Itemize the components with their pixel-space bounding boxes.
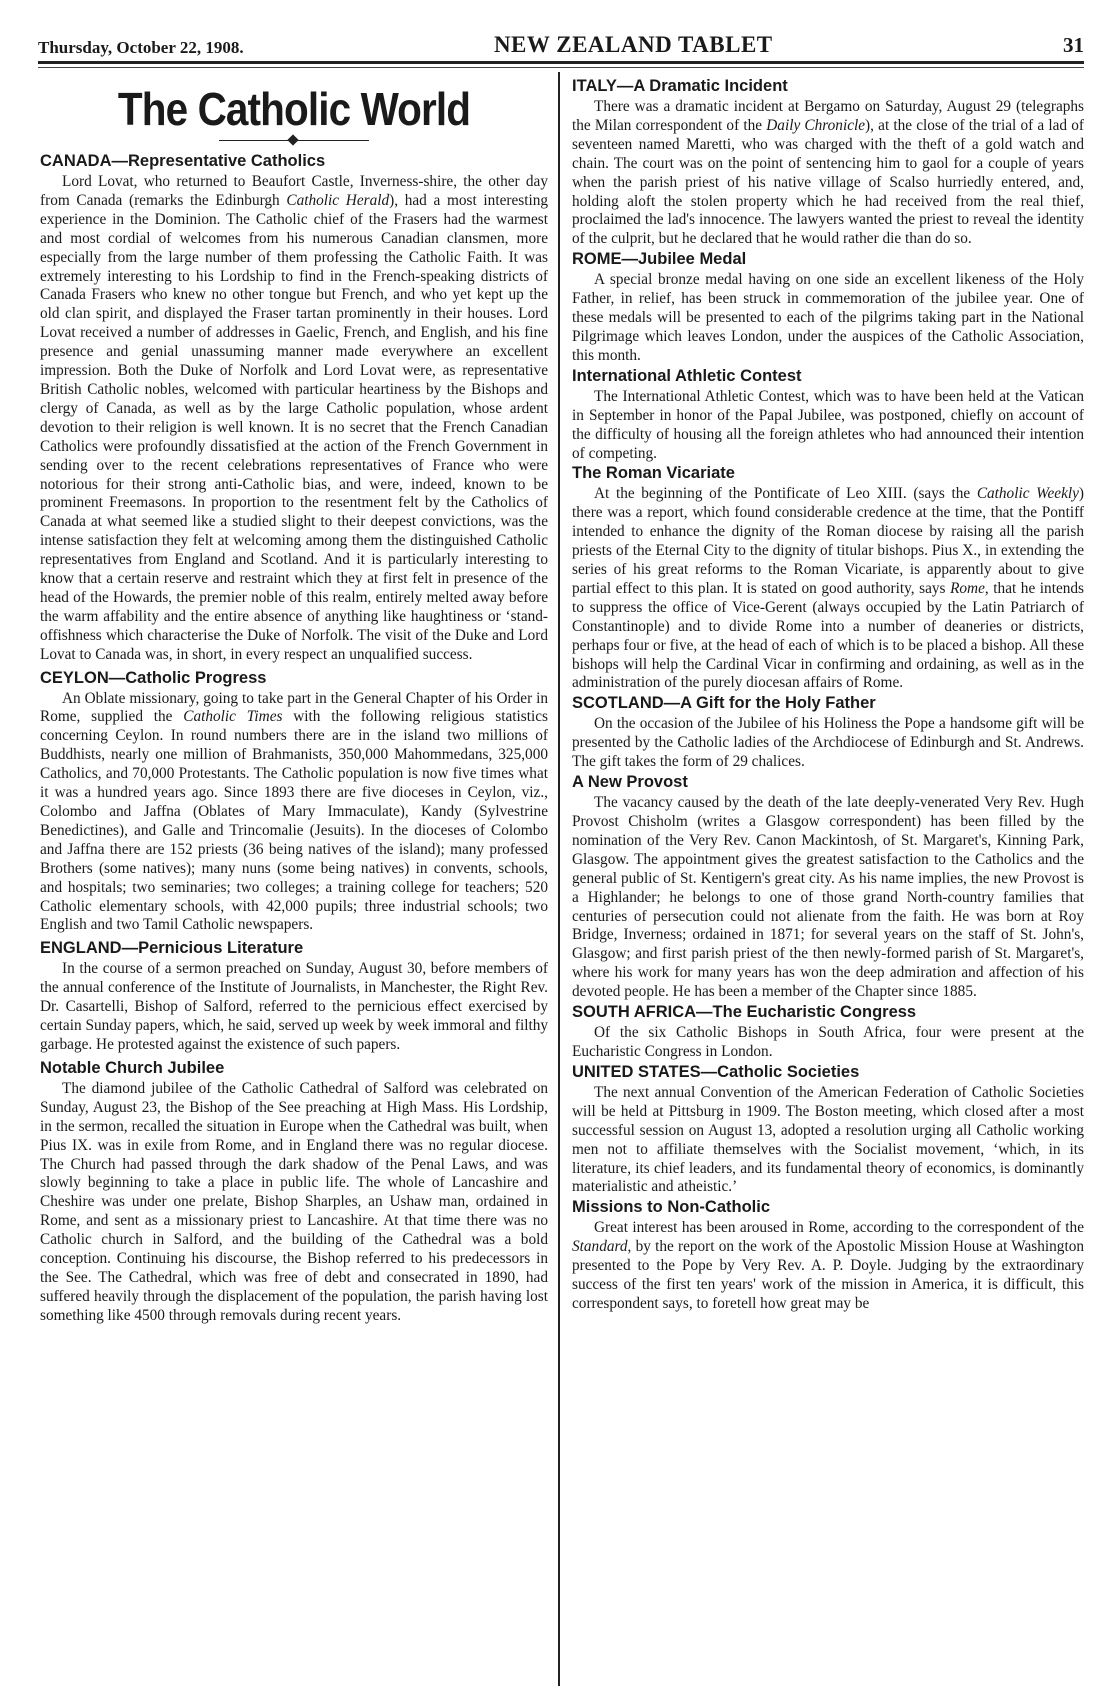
article-heading: UNITED STATES—Catholic Societies — [572, 1062, 860, 1081]
text-run: In the course of a sermon preached on Sunday, August 30, before members of the annual conference of the Institute of Journalists, in Manchester, the Right Rev. Dr. Casartelli, Bishop of Salford, referred to the pernicious effect exercised by certain Sunday papers, which, he said, served up week by week immoral and filthy garbage. He protested against the existence of such papers. — [40, 960, 548, 1053]
text-run: An Oblate missionary, going to take part in the General Chapter of his Order in Rome, supplied the — [40, 689, 548, 726]
article-paragraph — [572, 1024, 1084, 1062]
text-run: The vacancy caused by the death of the late deeply-venerated Very Rev. Hugh Provost Chisholm (writes a Glasgow correspondent) has been filled by the nomination of the Very Rev. Canon Mackintosh, of St. Margaret's, Kinning Park, Glasgow. The appointment gives the greatest satisfaction to the Catholics and the general public of St. Kentigern's great city. As his name implies, the new Provost is a Highlander; he belongs to one of those grand North-country families that centuries of persecution could not alienate from the faith. He was born at Roy Bridge, Inverness; ordained in 1871; for several years on the staff of St. John's, Glasgow; and first parish priest of the then newly-formed parish of St. Margaret's, where his work for many years has won the deep admiration and affection of his devoted people. He has been a member of the Chapter since 1885. — [572, 794, 1084, 1001]
article-heading: CANADA—Representative Catholics — [40, 152, 326, 170]
ornament-rule — [219, 140, 369, 141]
column-divider — [558, 72, 560, 1686]
masthead — [38, 30, 1084, 58]
article-heading: ITALY—A Dramatic Incident — [572, 77, 788, 95]
text-run: , by the report on the work of the Apostolic Mission House at Washington presented to the Pope by Very Rev. A. P. Doyle. Judging by the extraordinary success of the first ten years' work of the mission in America, it is difficult, this correspondent says, to foretell how great may be — [572, 1238, 1084, 1312]
article — [572, 76, 1084, 249]
text-run: There was a dramatic incident at Bergamo on Saturday, August 29 (telegraphs the Milan correspondent of the — [572, 98, 1084, 134]
text-run: , that he intends to suppress the office of Vice-Gerent (always occupied by the Latin Patriarch of Constantinople) and to divide Rome into a number of deaneries or districts, perhaps four or five, at the head of each of which is to be placed a bishop. All these bishops will help the Cardinal Vicar in confirming and ordaining, as well as in the administration of the purely diocesan affairs of Rome. — [572, 579, 1084, 692]
newspaper-title: NEW ZEALAND TABLET — [493, 32, 773, 57]
italic-title: Standard — [572, 1238, 628, 1256]
text-run: The International Athletic Contest, which was to have been held at the Vatican in September in honor of the Papal Jubilee, was postponed, chiefly on account of the difficulty of housing all the foreign athletes who had announced their intention of competing. — [572, 387, 1084, 462]
article — [40, 151, 548, 665]
text-run: Of the six Catholic Bishops in South Africa, four were present at the Eucharistic Congress in London. — [572, 1024, 1084, 1060]
article-paragraph — [572, 388, 1084, 464]
article-paragraph — [40, 173, 548, 665]
text-run: with the following religious statistics concerning Ceylon. In round numbers there are in the island two millions of Buddhists, nearly one million of Brahmanists, 350,000 Mahommedans, 325,000 Catholics, and 70,000 Protestants. The Catholic population is now five times what it was a hundred years ago. Since 1893 there are five dioceses in Ceylon, viz., Colombo and Jaffna (Oblates of Mary Immaculate), Kandy (Sylvestrine Benedictines), and Galle and Trincomalie (Jesuits). In the dioceses of Colombo and Jaffna there are 152 priests (36 being natives of the island); many professed Brothers (some natives); many nuns (some being natives) in convents, schools, and hospitals; two seminaries; two colleges; a training college for teachers; 520 Catholic elementary schools, with 42,000 pupils; three industrial schools; two English and two Tamil Catholic newspapers. — [40, 708, 548, 934]
text-run: At the beginning of the Pontificate of Leo XIII. (says the — [594, 485, 977, 503]
article — [572, 1062, 1084, 1197]
article-heading: International Athletic Contest — [572, 366, 802, 385]
article-paragraph — [572, 485, 1084, 693]
article — [572, 693, 1084, 772]
article-heading: ROME—Jubilee Medal — [572, 250, 747, 269]
article-heading: SOUTH AFRICA—The Eucharistic Congress — [572, 1003, 917, 1022]
article-heading: The Roman Vicariate — [572, 464, 735, 483]
italic-title: Catholic Weekly — [976, 485, 1079, 503]
italic-title: Catholic Herald — [286, 191, 390, 209]
article-paragraph — [40, 690, 548, 936]
italic-title: Daily Chronicle — [766, 116, 866, 134]
italic-title: Catholic Times — [183, 708, 283, 726]
article — [40, 1058, 548, 1326]
article-heading: Missions to Non-Catholic — [572, 1198, 770, 1217]
article — [572, 1197, 1084, 1314]
article — [572, 249, 1084, 366]
masthead-rule-thin — [38, 67, 1084, 68]
text-run: Great interest has been aroused in Rome, according to the correspondent of the — [594, 1219, 1084, 1237]
article-heading: ENGLAND—Pernicious Literature — [40, 939, 304, 958]
masthead-rule — [38, 61, 1084, 64]
right-column — [572, 76, 1084, 1690]
article — [572, 772, 1084, 1002]
text-run: ) there was a report, which found considerable credence at the time, that the Pontiff intended to enhance the dignity of the Roman diocese by raising all the parish priests of the Eternal City to the dignity of titular bishops. Pius X., in extending the series of his great reforms to the Roman Vicariate, is apparently about to give partial effect to this plan. It is stated on good authority, says — [572, 485, 1084, 597]
text-run: The next annual Convention of the American Federation of Catholic Societies will be held at Pittsburg in 1909. The Boston meeting, which closed after a most successful session on August 13, adopted a resolution urging all Catholic working men not to affiliate themselves with the Socialist movement, ‘which, in its literature, its chief leaders, and its fundamental theory of economics, is dominantly materialistic and atheistic.’ — [572, 1083, 1084, 1196]
article — [572, 366, 1084, 464]
article — [572, 1002, 1084, 1062]
article-heading: Notable Church Jubilee — [40, 1058, 225, 1077]
text-run: Lord Lovat, who returned to Beaufort Castle, Inverness-shire, the other day from Canada (remarks the Edinburgh — [40, 173, 548, 209]
left-column — [40, 76, 548, 1690]
article — [40, 668, 548, 936]
article — [40, 938, 548, 1055]
text-run: ), had a most interesting experience in the Dominion. The Catholic chief of the Frasers had the warmest and most cordial of welcomes from his numerous Canadian clansmen, more especially from the large number of them professing the Catholic Faith. It was extremely interesting to his Lordship to find in the French-speaking districts of Canada Frasers who knew no other tongue but French, and who yet kept up the old clan spirit, and displayed the Fraser tartan prominently in their houses. Lord Lovat received a number of addresses in Gaelic, French, and English, and his fine presence and genial unassuming manner made everywhere an excellent impression. Both the Duke of Norfolk and Lord Lovat were, as representative British Catholic nobles, welcomed with particular heartiness by the Bishops and clergy of Canada, as well as by the large Catholic population, whose ardent devotion to their religion is well known. It is no secret that the French Canadian Catholics were profoundly dissatisfied at the action of the French Government in sending over to the recent celebrations representatives of France who were notorious for their strong anti-Catholic bias, and were, indeed, known to be prominent Freemasons. In proportion to the resentment felt by the Catholics of Canada at what seemed like a studied slight to their deepest convictions, was the intense satisfaction they felt at welcoming among them the distinguished Catholic representatives from England and Scotland. And it is particularly interesting to know that a certain reserve and restraint which they at first felt in presence of the head of the Howards, the premier noble of this realm, entirely melted away before the warm affability and the entire absence of anything like haughtiness or ‘stand-offishness which characterise the Duke of Norfolk. The visit of the Duke and Lord Lovat to Canada was, in short, in every respect an unqualified success. — [40, 191, 548, 663]
text-run: A special bronze medal having on one side an excellent likeness of the Holy Father, in relief, has been struck in commemoration of the jubilee year. One of these medals will be presented to each of the pilgrims taking part in the National Pilgrimage which leaves London, under the auspices of the Catholic Association, this month. — [572, 271, 1084, 364]
text-run: ), at the close of the trial of a lad of seventeen named Maretti, who was charged with the theft of a gold watch and chain. The court was on the point of sentencing him to gaol for a couple of years when the parish priest of his native village of Scalso hurriedly entered, and, holding aloft the stolen property which he had received from the real thief, proclaimed the lad's innocence. The lawyers wanted the priest to reveal the identity of the culprit, but he declared that he would rather die than do so. — [572, 116, 1084, 248]
article-paragraph — [572, 98, 1084, 249]
article — [572, 463, 1084, 693]
article-heading: A New Provost — [572, 773, 688, 792]
issue-date: Thursday, October 22, 1908. — [38, 38, 244, 57]
page-number: 31 — [1062, 33, 1084, 57]
article-heading: CEYLON—Catholic Progress — [40, 668, 267, 687]
article-paragraph — [572, 715, 1084, 772]
italic-title: Rome — [950, 579, 985, 597]
article-paragraph — [572, 1084, 1084, 1197]
article-paragraph — [572, 1219, 1084, 1314]
article-paragraph — [40, 1080, 548, 1326]
section-title: The Catholic World — [117, 83, 471, 135]
article-paragraph — [572, 794, 1084, 1002]
text-run: The diamond jubilee of the Catholic Cathedral of Salford was celebrated on Sunday, August 23, the Bishop of the See preaching at High Mass. His Lordship, in the sermon, recalled the situation in Europe when the Cathedral was built, when Pius IX. was in exile from Rome, and in England there was no regular diocese. The Church had passed through the dark shadow of the Penal Laws, and was slowly beginning to take a place in public life. The whole of Lancashire and Cheshire was under one prelate, Bishop Sharples, an Ushaw man, ordained in Rome, and sent as a missionary priest to Lancashire. At that time there was no Catholic church in Salford, and the building of the Cathedral was a bold conception. Continuing his discourse, the Bishop referred to his predecessors in the See. The Cathedral, which was free of debt and consecrated in 1890, had suffered heavily through the displacement of the population, the parish having lost something like 4500 through removals during recent years. — [40, 1079, 548, 1324]
left-articles — [40, 151, 548, 1326]
text-run: On the occasion of the Jubilee of his Holiness the Pope a handsome gift will be presented by the Catholic ladies of the Archdiocese of Edinburgh and St. Andrews. The gift takes the form of 29 chalices. — [572, 715, 1084, 771]
article-paragraph — [572, 271, 1084, 366]
article-heading: SCOTLAND—A Gift for the Holy Father — [572, 694, 876, 713]
right-articles — [572, 76, 1084, 1314]
article-paragraph — [40, 960, 548, 1055]
